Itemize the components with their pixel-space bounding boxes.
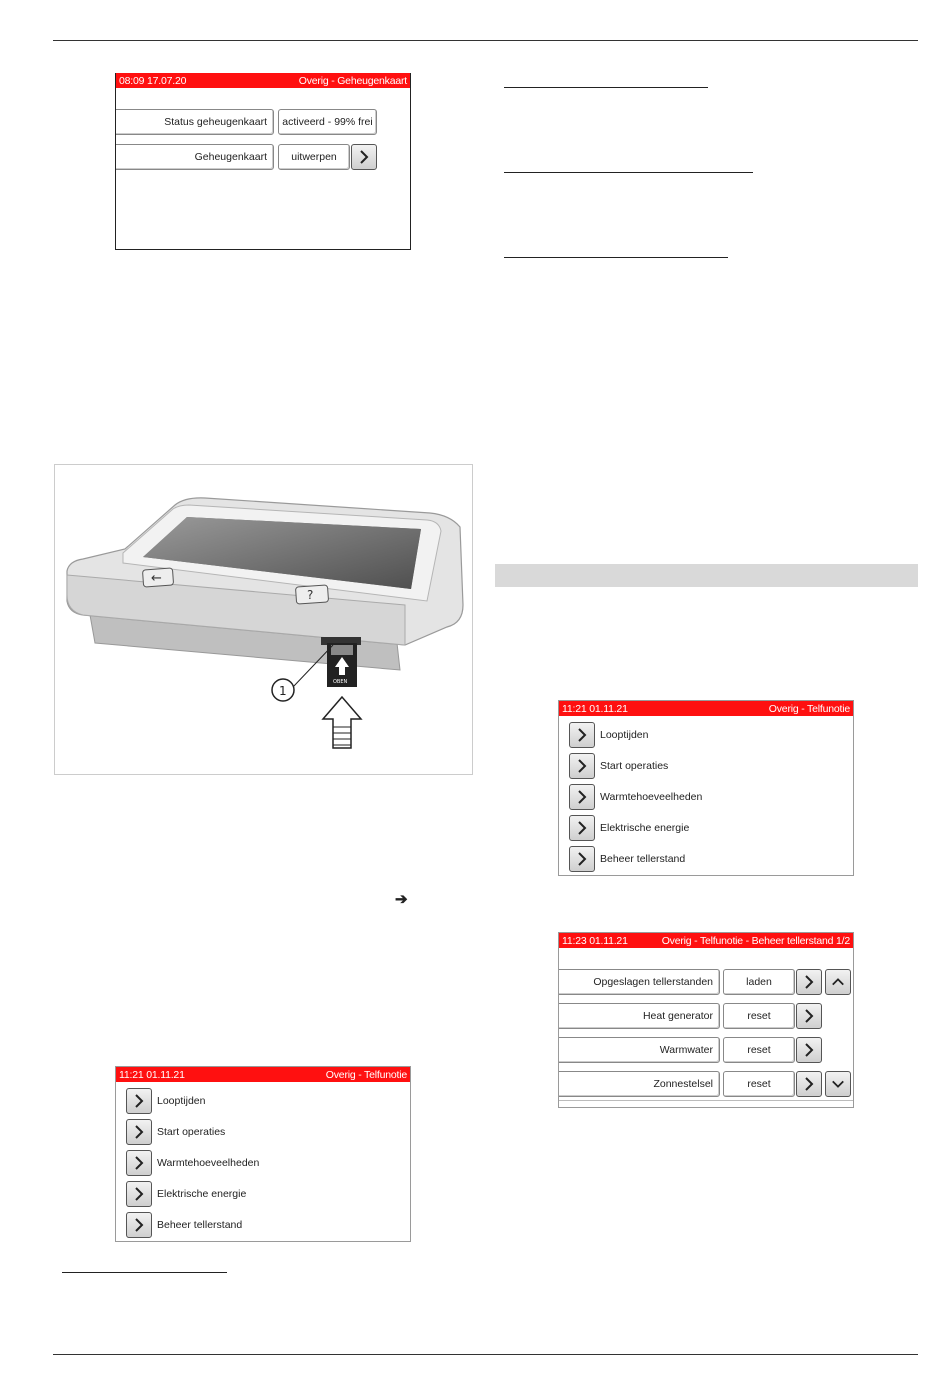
heat-generator-reset-button[interactable] xyxy=(796,1003,822,1029)
counter-menu-screen-left xyxy=(115,1066,411,1242)
device-figure xyxy=(54,464,473,775)
svg-text:←: ← xyxy=(151,571,162,586)
chevron-right-icon xyxy=(132,1124,146,1140)
menu-item-starts[interactable]: Start operaties xyxy=(126,1119,225,1145)
card-label: OBEN xyxy=(333,679,348,685)
menu-item-electric-energy[interactable]: Elektrische energie xyxy=(569,815,689,841)
clock: 11:21 01.11.21 xyxy=(562,702,628,715)
open-button[interactable] xyxy=(569,815,595,841)
open-button[interactable] xyxy=(126,1150,152,1176)
heat-generator-reset-value[interactable]: reset xyxy=(723,1003,795,1029)
callout-number: 1 xyxy=(279,684,287,698)
solar-system-label: Zonnestelsel xyxy=(558,1071,720,1097)
load-value[interactable]: laden xyxy=(723,969,795,995)
header-rule xyxy=(53,40,918,41)
screen-title: Overig - Telfunotie xyxy=(325,1068,407,1081)
chevron-right-icon xyxy=(132,1155,146,1171)
chevron-right-icon xyxy=(575,727,589,743)
bottom-divider xyxy=(559,1100,854,1101)
arrow-right-icon: ➔ xyxy=(395,891,408,908)
chevron-down-icon xyxy=(831,1076,845,1092)
menu-item-counter-management[interactable]: Beheer tellerstand xyxy=(569,846,685,872)
chevron-right-icon xyxy=(802,1076,816,1092)
menu-item-electric-energy[interactable]: Elektrische energie xyxy=(126,1181,246,1207)
screen-title: Overig - Telfunotie xyxy=(768,702,850,715)
heading-underline-2 xyxy=(504,172,753,173)
menu-item-runtimes[interactable]: Looptijden xyxy=(569,722,648,748)
open-button[interactable] xyxy=(569,846,595,872)
screen-title: Overig - Geheugenkaart xyxy=(298,74,407,87)
hot-water-reset-value[interactable]: reset xyxy=(723,1037,795,1063)
svg-text:?: ? xyxy=(307,588,314,602)
chevron-right-icon xyxy=(575,820,589,836)
solar-system-reset-button[interactable] xyxy=(796,1071,822,1097)
menu-item-heat-quantities[interactable]: Warmtehoeveelheden xyxy=(126,1150,259,1176)
clock: 11:21 01.11.21 xyxy=(119,1068,185,1081)
chevron-right-icon xyxy=(802,1008,816,1024)
chevron-right-icon xyxy=(802,974,816,990)
menu-item-counter-management[interactable]: Beheer tellerstand xyxy=(126,1212,242,1238)
solar-system-reset-value[interactable]: reset xyxy=(723,1071,795,1097)
memory-card-label: Geheugenkaart xyxy=(115,144,274,170)
device-illustration xyxy=(55,465,474,776)
status-memory-card-label: Status geheugenkaart xyxy=(115,109,274,135)
heading-underline-3 xyxy=(504,257,728,258)
open-button[interactable] xyxy=(569,784,595,810)
title-bar xyxy=(559,933,853,948)
open-button[interactable] xyxy=(126,1212,152,1238)
chevron-right-icon xyxy=(575,758,589,774)
memory-card-screen xyxy=(115,73,411,250)
heat-generator-label: Heat generator xyxy=(558,1003,720,1029)
hot-water-reset-button[interactable] xyxy=(796,1037,822,1063)
eject-button[interactable] xyxy=(351,144,377,170)
clock: 11:23 01.11.21 xyxy=(562,934,628,947)
menu-item-runtimes[interactable]: Looptijden xyxy=(126,1088,205,1114)
clock: 08:09 17.07.20 xyxy=(119,74,187,87)
counter-menu-screen-right xyxy=(558,700,854,876)
open-button[interactable] xyxy=(569,722,595,748)
counter-reset-screen xyxy=(558,932,854,1108)
open-button[interactable] xyxy=(126,1181,152,1207)
hot-water-label: Warmwater xyxy=(558,1037,720,1063)
load-button[interactable] xyxy=(796,969,822,995)
chevron-right-icon xyxy=(357,149,371,165)
menu-item-heat-quantities[interactable]: Warmtehoeveelheden xyxy=(569,784,702,810)
open-button[interactable] xyxy=(569,753,595,779)
chevron-right-icon xyxy=(575,851,589,867)
open-button[interactable] xyxy=(126,1088,152,1114)
chevron-right-icon xyxy=(802,1042,816,1058)
chevron-up-icon xyxy=(831,974,845,990)
stored-counters-label: Opgeslagen tellerstanden xyxy=(558,969,720,995)
open-button[interactable] xyxy=(126,1119,152,1145)
footer-rule xyxy=(53,1354,918,1355)
title-bar xyxy=(116,73,410,88)
heading-underline-4 xyxy=(62,1272,227,1273)
chevron-right-icon xyxy=(132,1186,146,1202)
scroll-up-button[interactable] xyxy=(825,969,851,995)
heading-underline-1 xyxy=(504,87,708,88)
chevron-right-icon xyxy=(132,1217,146,1233)
eject-value[interactable]: uitwerpen xyxy=(278,144,350,170)
menu-item-starts[interactable]: Start operaties xyxy=(569,753,668,779)
status-memory-card-value: activeerd - 99% frei xyxy=(278,109,377,135)
scroll-down-button[interactable] xyxy=(825,1071,851,1097)
chevron-right-icon xyxy=(132,1093,146,1109)
title-bar xyxy=(559,701,853,716)
screen-title: Overig - Telfunotie - Beheer tellerstand 1/2 xyxy=(661,934,850,947)
section-bar xyxy=(495,564,918,587)
chevron-right-icon xyxy=(575,789,589,805)
title-bar xyxy=(116,1067,410,1082)
